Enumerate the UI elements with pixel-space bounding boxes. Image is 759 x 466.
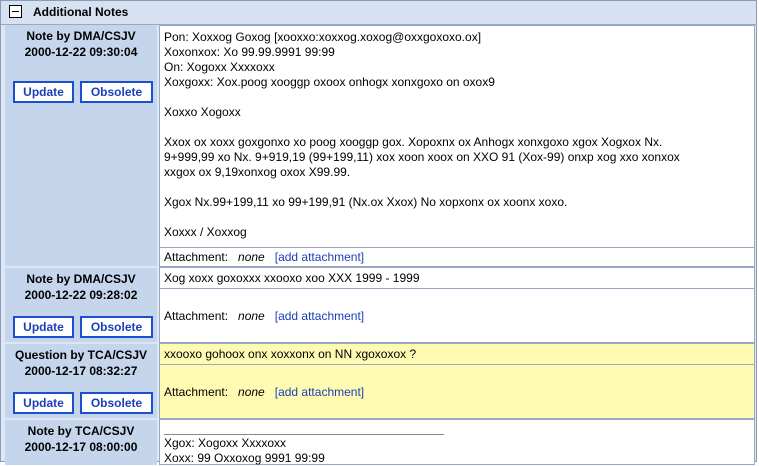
section-title: Additional Notes (33, 5, 129, 19)
attachment-none: none (238, 250, 265, 264)
question-body (159, 343, 755, 419)
note-line: Xoxxo Xogoxx (164, 105, 241, 119)
attachment-label: Attachment: (164, 250, 229, 264)
note-line: Xoxxx / Xoxxog (164, 225, 247, 239)
note-date: 2000-12-22 09:28:02 (24, 288, 138, 302)
note-line: On: Xogoxx Xxxxoxx (164, 60, 275, 74)
note-author: Note by TCA/CSJV (27, 424, 135, 438)
note-meta (5, 268, 157, 342)
obsolete-button[interactable]: Obsolete (80, 392, 153, 414)
add-attachment-link[interactable]: [add attachment] (274, 309, 365, 323)
note-date: 2000-12-22 09:30:04 (24, 45, 138, 59)
note-text: xxooxo gohoox onx xoxxonx on NN xgoxoxox ? (164, 347, 417, 361)
note-author: Note by DMA/CSJV (26, 272, 136, 286)
note-body (159, 25, 755, 267)
update-button[interactable]: Update (13, 316, 74, 338)
note-body (159, 267, 755, 343)
obsolete-button[interactable]: Obsolete (80, 316, 153, 338)
note-line: 9+999,99 xo Nx. 9+919,19 (99+199,11) xox xoon xoox on XXO 91 (Xox-99) onxp xog xxo xonxox (164, 150, 680, 164)
note-line: xxgox ox 9,19xonxog oxox X99.99. (164, 165, 351, 179)
attachment-row (160, 288, 754, 343)
note-author: Question by TCA/CSJV (14, 348, 148, 362)
note-line: Pon: Xoxxog Goxog [xooxxo:xoxxog.xoxog@oxxgoxoxo.ox] (164, 30, 482, 44)
note-meta (5, 25, 157, 266)
section-header (1, 1, 756, 25)
attachment-label: Attachment: (164, 385, 229, 399)
note-line: Xoxx: 99 Oxxoxog 9991 99:99 (164, 451, 325, 465)
update-button[interactable]: Update (13, 81, 74, 103)
note-line: Xxox ox xoxx goxgonxo xo poog xooggp gox. Xopoxnx ox Anhogx xonxgoxo xgox Xogxox Nx. (164, 135, 663, 149)
note-date: 2000-12-17 08:32:27 (24, 364, 138, 378)
update-button[interactable]: Update (13, 392, 74, 414)
attachment-label: Attachment: (164, 309, 229, 323)
attachment-row (160, 247, 754, 267)
note-meta (5, 344, 157, 418)
note-text (164, 436, 750, 466)
attachment-none: none (238, 385, 265, 399)
attachment-none: none (238, 309, 265, 323)
note-author: Note by DMA/CSJV (26, 29, 136, 43)
note-line: Xgox: Xogoxx Xxxxoxx (164, 436, 287, 450)
obsolete-button[interactable]: Obsolete (80, 81, 153, 103)
note-body (159, 419, 755, 465)
note-text: Xog xoxx goxoxxx xxooxo xoo XXX 1999 - 1999 (164, 271, 420, 285)
separator-line (164, 434, 444, 435)
note-line: Xoxgoxx: Xox.poog xooggp oxoox onhogx xonxgoxo on oxox9 (164, 75, 495, 89)
note-text (164, 30, 750, 240)
add-attachment-link[interactable]: [add attachment] (274, 385, 365, 399)
attachment-row (160, 364, 754, 419)
note-date: 2000-12-17 08:00:00 (24, 440, 138, 454)
note-line: Xoxonxox: Xo 99.99.9991 99:99 (164, 45, 335, 59)
note-meta (5, 420, 157, 465)
add-attachment-link[interactable]: [add attachment] (274, 250, 365, 264)
note-line: Xgox Nx.99+199,11 xo 99+199,91 (Nx.ox Xxox) No xopxonx ox xoonx xoxo. (164, 195, 568, 209)
collapse-minus-icon[interactable] (9, 5, 22, 18)
